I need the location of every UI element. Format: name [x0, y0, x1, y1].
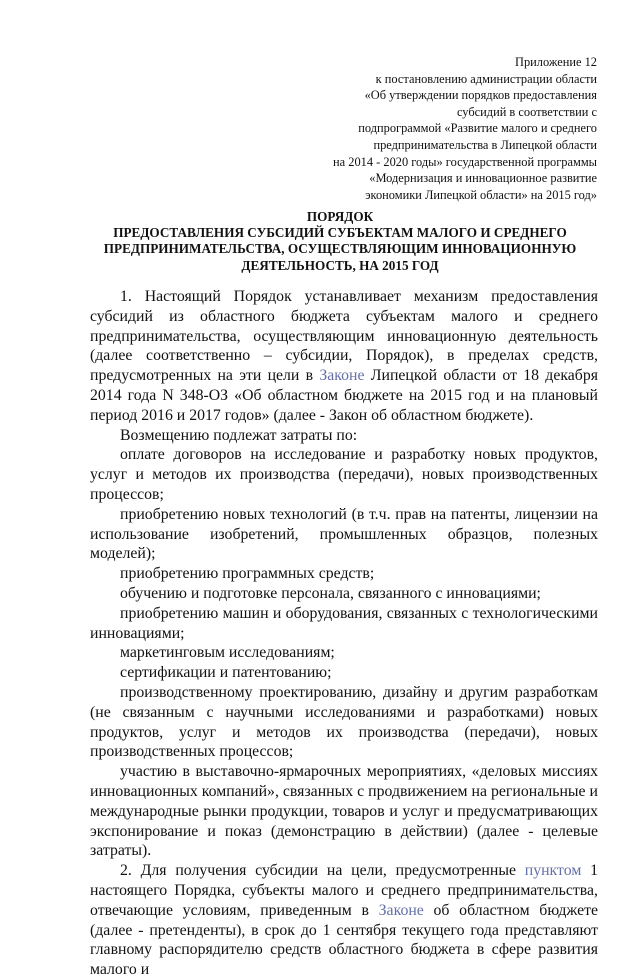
paragraph-1-text-end: Липецкой области от 18 декабря 2014 года N 348-ОЗ «Об областном бюджете на 2015 год и на плановый период 2016 и 2017 годов» (далее - Закон об областном бюджете). — [90, 367, 599, 424]
appendix-line: экономики Липецкой области» на 2015 год» — [365, 187, 597, 202]
paragraph-8: маркетинговым исследованиям; — [120, 644, 335, 662]
law-link-2[interactable]: Законе — [378, 901, 424, 919]
paragraph-12 — [90, 861, 598, 980]
paragraph-12-text-end: об областном бюджете (далее - претенденты), в срок до 1 сентября текущего года представляют главному распорядителю средств областного бюджета в сфере развития малого и — [90, 901, 598, 979]
paragraph-5: приобретению программных средств; — [120, 565, 375, 583]
appendix-line: к постановлению администрации области — [375, 71, 597, 86]
appendix-line: «Об утверждении порядков предоставления — [364, 88, 597, 103]
paragraph-7: приобретению машин и оборудования, связанных с технологическими инновациями; — [90, 604, 598, 642]
paragraph-12-text-mid: 1 настоящего Порядка, субъекты малого и среднего предпринимательства, отвечающие условиям, приведенным в — [90, 862, 598, 919]
item-link[interactable]: пунктом — [524, 862, 582, 880]
paragraph-1-text: 1. Настоящий Порядок устанавливает механизм предоставления субсидий из областного бюджета субъектам малого и среднего предпринимательства, осуществляющим инновационную деятельность (далее соответственно – субсидии, Порядок), в пределах средств, предусмотренных на эти цели в — [90, 288, 598, 385]
appendix-header — [267, 54, 597, 203]
title-line: ДЕЯТЕЛЬНОСТЬ, НА 2015 ГОД — [241, 257, 439, 273]
paragraph-6: обучению и подготовке персонала, связанного с инновациями; — [120, 584, 541, 602]
document-body — [90, 287, 598, 980]
paragraph-4: приобретению новых технологий (в т.ч. прав на патенты, лицензии на использование изобретений, промышленных образцов, полезных моделей); — [90, 505, 598, 563]
paragraph-10: производственному проектированию, дизайну и другим разработкам (не связанным с научными исследованиями и разработками) новых продуктов, услуг и методов их производства (передачи), новых производственных процессов; — [90, 683, 598, 761]
appendix-line: подпрограммой «Развитие малого и среднего — [358, 121, 597, 136]
paragraph-11: участию в выставочно-ярмарочных мероприятиях, «деловых миссиях инновационных компаний», связанных с продвижением на региональные и международные рынки продукции, товаров и услуг и предусматривающих экспонирование и показ (демонстрацию в действии) (далее - целевые затраты). — [90, 763, 598, 860]
paragraph-3: оплате договоров на исследование и разработку новых продуктов, услуг и методов их производства (передачи), новых производственных процессов; — [90, 446, 598, 503]
law-link[interactable]: Законе — [319, 367, 365, 385]
document-title — [90, 209, 590, 274]
appendix-line: «Модернизация и инновационное развитие — [369, 171, 597, 186]
title-line: ПОРЯДОК — [306, 209, 374, 224]
title-line: ПРЕДПРИНИМАТЕЛЬСТВА, ОСУЩЕСТВЛЯЮЩИМ ИННОВАЦИОННУЮ — [103, 241, 577, 257]
paragraph-2: Возмещению подлежат затраты по: — [120, 426, 358, 444]
title-line: ПРЕДОСТАВЛЕНИЯ СУБСИДИЙ СУБЪЕКТАМ МАЛОГО И СРЕДНЕГО — [113, 225, 567, 241]
appendix-line: Приложение 12 — [515, 55, 597, 69]
paragraph-1 — [90, 287, 598, 426]
appendix-line: предпринимательства в Липецкой области — [373, 137, 597, 152]
appendix-line: на 2014 - 2020 годы» государственной программы — [333, 154, 597, 169]
paragraph-12-text: 2. Для получения субсидии на цели, предусмотренные — [120, 862, 525, 880]
paragraph-9: сертификации и патентованию; — [120, 664, 332, 682]
appendix-line: субсидий в соответствии с — [456, 104, 597, 119]
